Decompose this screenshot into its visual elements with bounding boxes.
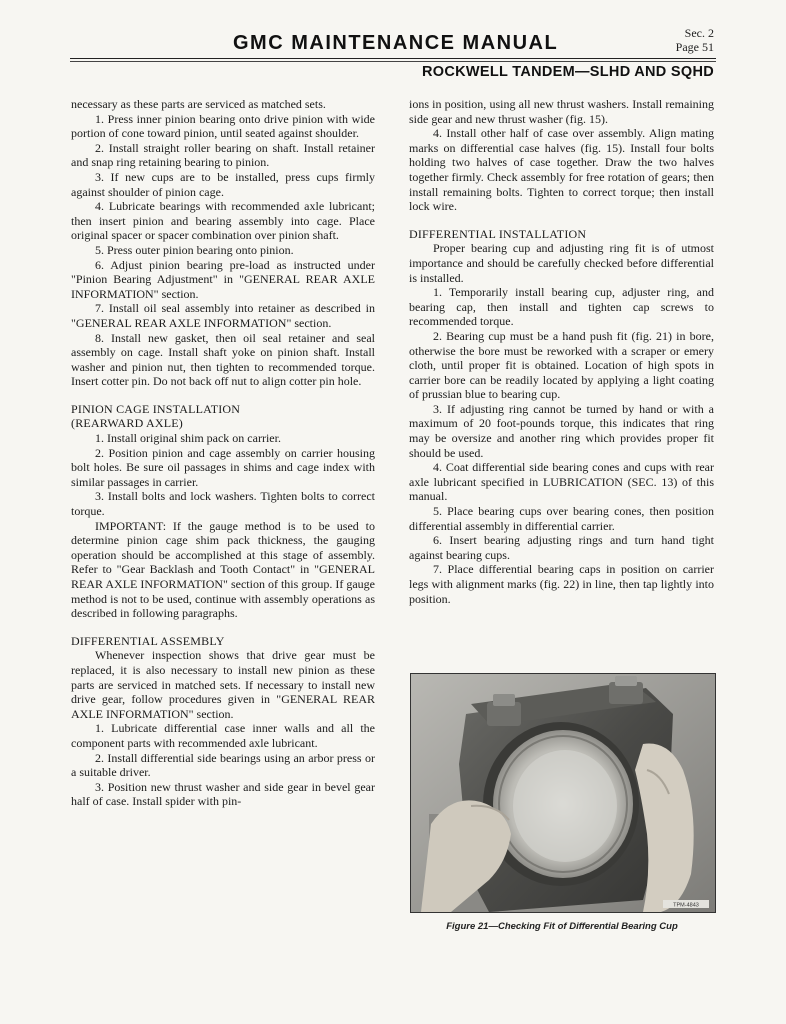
right-column [409, 97, 714, 606]
paragraph: 1. Press inner pinion bearing onto drive pinion with wide portion of cone toward pinion, until seated against shoulder. [71, 111, 375, 141]
header-rule-bottom [70, 61, 716, 62]
paragraph: 3. If adjusting ring cannot be turned by hand or with a maximum of 20 foot-pounds torque, this indicates that ring may be oversize and another ring which provides proper fit should be used. [409, 401, 714, 460]
paragraph: 2. Install straight roller bearing on shaft. Install retainer and snap ring retaining bearing to pinion. [71, 140, 375, 170]
paragraph: 1. Temporarily install bearing cup, adjuster ring, and bearing cap, then install and tighten cap screws to recommended torque. [409, 285, 714, 329]
manual-title: GMC MAINTENANCE MANUAL [233, 32, 559, 54]
figure-code: TPM-4843 [673, 902, 699, 909]
paragraph: 2. Bearing cup must be a hand push fit (fig. 21) in bore, otherwise the bore must be reworked with a scraper or emery cloth, until proper fit is obtained. Location of high spots in carrier bore can be readily located by applying a light coating of prussian blue to bearing cup. [409, 328, 714, 402]
section-heading [71, 402, 375, 431]
paragraph: IMPORTANT: If the gauge method is to be used to determine pinion cage shim pack thickness, the gauging operation should be accomplished at this stage of assembly. Refer to "Gear Backlash and Tooth Contact" in "GENERAL REAR AXLE INFORMATION" section of this group. If gauge method is not to be used, continue with assembly operations as described in following paragraphs. [71, 518, 375, 621]
section-number: Sec. 2 [684, 26, 714, 40]
paragraph: 5. Press outer pinion bearing onto pinion. [95, 242, 294, 257]
paragraph: Proper bearing cup and adjusting ring fit is of utmost importance and should be carefully checked before differential is installed. [409, 241, 714, 285]
section-heading: DIFFERENTIAL ASSEMBLY [71, 633, 225, 648]
paragraph: 3. If new cups are to be installed, press cups firmly against shoulder of pinion cage. [71, 169, 375, 199]
paragraph: 2. Install differential side bearings using an arbor press or a suitable driver. [71, 750, 375, 780]
figure-caption: Figure 21—Checking Fit of Differential Bearing Cup [446, 921, 678, 932]
paragraph: 8. Install new gasket, then oil seal retainer and seal assembly on cage. Install shaft yoke on pinion shaft. Install washer and pinion nut, then tighten to recommended torque. Insert cotter pin. Do not back off nut to align cotter pin hole. [71, 330, 375, 389]
paragraph: 5. Place bearing cups over bearing cones, then position differential assembly in differential carrier. [409, 504, 714, 533]
paragraph: Whenever inspection shows that drive gear must be replaced, it is also necessary to install new pinion as these parts are serviced in matched sets. If necessary to install new drive gear, follow procedures given in "GENERAL REAR AXLE INFORMATION" section. [71, 648, 375, 721]
paragraph: 6. Insert bearing adjusting rings and turn hand tight against bearing cups. [409, 533, 714, 562]
paragraph: 7. Install oil seal assembly into retainer as described in "GENERAL REAR AXLE INFORMATION" section. [71, 301, 375, 330]
page-header [70, 24, 716, 84]
heading-line: (REARWARD AXLE) [71, 416, 183, 431]
paragraph: 2. Position pinion and cage assembly on carrier housing bolt holes. Be sure oil passages in shims and cage index with similar passages in carrier. [71, 445, 375, 489]
paragraph: necessary as these parts are serviced as matched sets. [71, 97, 326, 111]
paragraph: 1. Install original shim pack on carrier. [95, 431, 281, 446]
paragraph: 3. Position new thrust washer and side gear in bevel gear half of case. Install spider with pin- [71, 779, 375, 809]
left-column [71, 97, 375, 809]
paragraph: 4. Coat differential side bearing cones and cups with rear axle lubricant specified in LUBRICATION (SEC. 13) of this manual. [409, 460, 714, 504]
paragraph: 4. Install other half of case over assembly. Align mating marks on differential case halves (fig. 15). Install four bolts holding two halves of case together. Draw the two halves together firmly. Check assembly for free rotation of gears; then install remaining bolts. Tighten to correct torque; then install lock wire. [409, 126, 714, 214]
paragraph: 3. Install bolts and lock washers. Tighten bolts to correct torque. [71, 489, 375, 519]
figure-photo-bearing-cup [410, 673, 716, 913]
section-heading: DIFFERENTIAL INSTALLATION [409, 226, 587, 241]
bearing-cup-illustration [411, 674, 715, 912]
paragraph: 1. Lubricate differential case inner walls and all the component parts with recommended axle lubricant. [71, 721, 375, 750]
chapter-subtitle: ROCKWELL TANDEM—SLHD AND SQHD [422, 64, 714, 80]
paragraph: 7. Place differential bearing caps in position on carrier legs with alignment marks (fig. 22) in line, then tap lightly into position. [409, 562, 714, 606]
page-number: Page 51 [675, 40, 714, 54]
paragraph: 4. Lubricate bearings with recommended axle lubricant; then insert pinion and bearing assembly into cage. Place original spacer or spacer combination over pinion shaft. [71, 199, 375, 243]
paragraph: ions in position, using all new thrust washers. Install remaining side gear and new thrust washer (fig. 15). [409, 97, 714, 126]
header-rule-top [70, 58, 716, 59]
heading-line: PINION CAGE INSTALLATION [71, 401, 241, 416]
paragraph: 6. Adjust pinion bearing pre-load as instructed under "Pinion Bearing Adjustment" in "GENERAL REAR AXLE INFORMATION" section. [71, 257, 375, 301]
